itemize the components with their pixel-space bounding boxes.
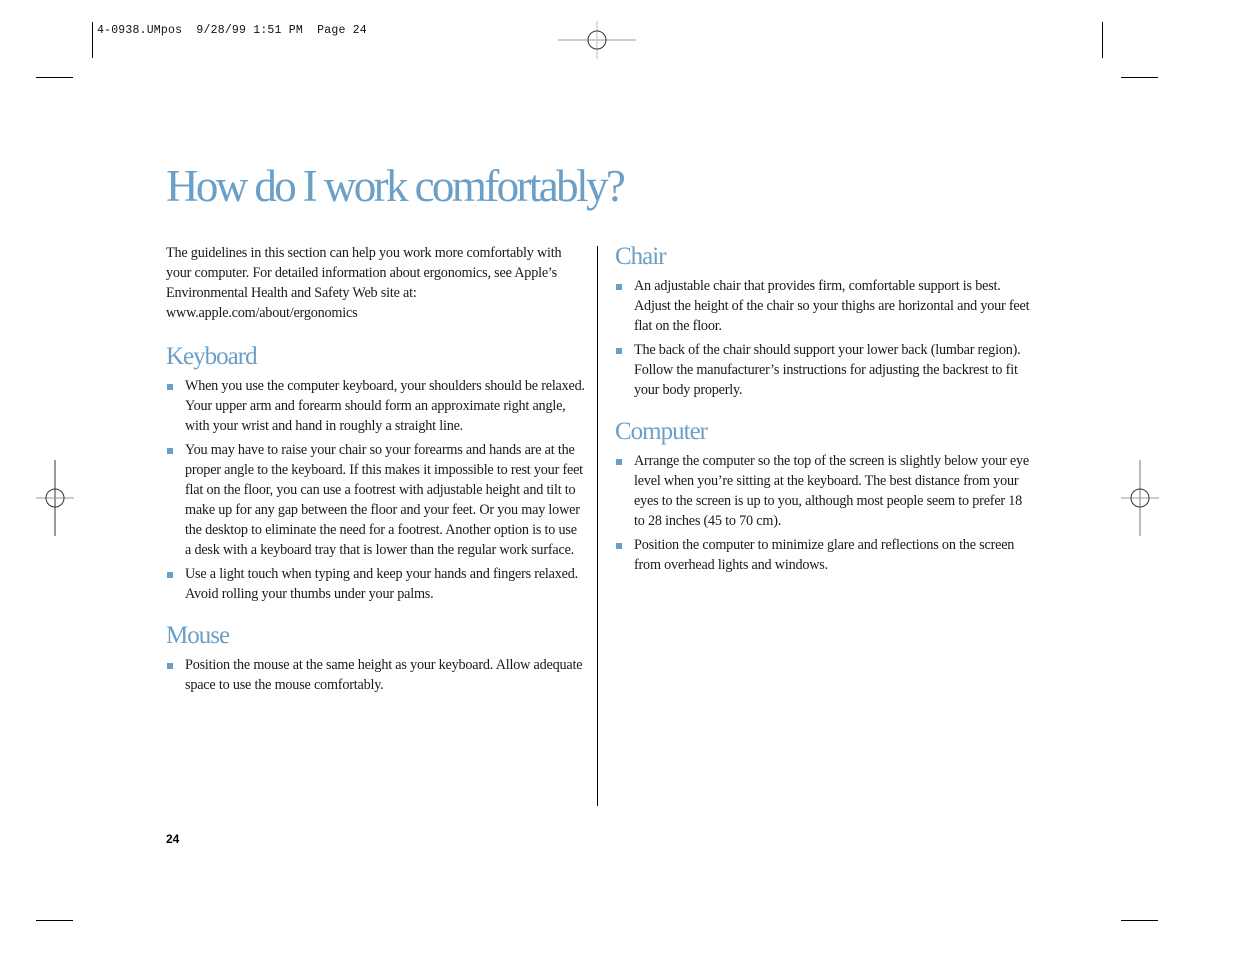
square-bullet-icon <box>616 348 622 354</box>
page-title: How do I work comfortably? <box>166 161 624 211</box>
registration-mark-left-icon <box>36 460 74 536</box>
print-slug: 4-0938.UMpos 9/28/99 1:51 PM Page 24 <box>97 24 367 37</box>
list-item <box>615 535 1035 575</box>
crop-mark-bottom-left-horizontal <box>36 920 73 921</box>
section-heading-chair: Chair <box>615 243 666 270</box>
registration-mark-top-icon <box>558 21 636 59</box>
crop-mark-bottom-right-horizontal <box>1121 920 1158 921</box>
crop-mark-top-right-horizontal <box>1121 77 1158 78</box>
list-item-text: Position the mouse at the same height as your keyboard. Allow adequate space to use the mouse comfortably. <box>185 657 583 693</box>
registration-mark-right-icon <box>1121 460 1159 536</box>
list-item <box>615 451 1035 531</box>
section-heading-keyboard: Keyboard <box>166 343 257 370</box>
list-item <box>615 276 1035 336</box>
list-item <box>166 655 586 695</box>
column-divider <box>597 246 598 806</box>
crop-mark-top-right-vertical <box>1102 22 1103 58</box>
square-bullet-icon <box>616 459 622 465</box>
computer-list <box>615 451 1035 575</box>
keyboard-list <box>166 376 586 604</box>
list-item-text: You may have to raise your chair so your forearms and hands are at the proper angle to the keyboard. If this makes it impossible to rest your feet flat on the floor, you can use a footrest with adjustable height and tilt to make up for any gap between the floor and your feet. Or you may lower the desktop to eliminate the need for a footrest. Another option is to use a desk with a keyboard tray that is lower than the regular work surface. <box>185 442 583 558</box>
list-item <box>166 564 586 604</box>
chair-list <box>615 276 1035 400</box>
list-item-text: Position the computer to minimize glare and reflections on the screen from overhead lights and windows. <box>634 537 1015 573</box>
list-item-text: When you use the computer keyboard, your shoulders should be relaxed. Your upper arm and forearm should form an approximate right angle, with your wrist and hand in roughly a straight line. <box>185 378 585 434</box>
section-heading-computer: Computer <box>615 418 707 445</box>
list-item-text: An adjustable chair that provides firm, comfortable support is best. Adjust the height of the chair so your thighs are horizontal and your feet flat on the floor. <box>634 278 1030 334</box>
square-bullet-icon <box>616 543 622 549</box>
square-bullet-icon <box>167 572 173 578</box>
intro-paragraph: The guidelines in this section can help you work more comfortably with your computer. For detailed information about ergonomics, see Apple’s Environmental Health and Safety Web site at: www.apple.com/about/ergonomics <box>166 245 562 321</box>
square-bullet-icon <box>167 448 173 454</box>
crop-mark-top-left-horizontal <box>36 77 73 78</box>
square-bullet-icon <box>167 663 173 669</box>
right-column <box>615 243 1035 579</box>
list-item <box>615 340 1035 400</box>
list-item-text: Arrange the computer so the top of the screen is slightly below your eye level when you’re sitting at the keyboard. The best distance from your eyes to the screen is up to you, although most people seem to prefer 18 to 28 inches (45 to 70 cm). <box>634 453 1029 529</box>
list-item <box>166 376 586 436</box>
list-item <box>166 440 586 560</box>
mouse-list <box>166 655 586 695</box>
page-number: 24 <box>166 832 180 846</box>
crop-mark-top-left-vertical <box>92 22 93 58</box>
list-item-text: Use a light touch when typing and keep your hands and fingers relaxed. Avoid rolling your thumbs under your palms. <box>185 566 578 602</box>
square-bullet-icon <box>167 384 173 390</box>
square-bullet-icon <box>616 284 622 290</box>
left-column <box>166 243 586 699</box>
section-heading-mouse: Mouse <box>166 622 230 649</box>
list-item-text: The back of the chair should support your lower back (lumbar region). Follow the manufacturer’s instructions for adjusting the backrest to fit your body properly. <box>634 342 1021 398</box>
